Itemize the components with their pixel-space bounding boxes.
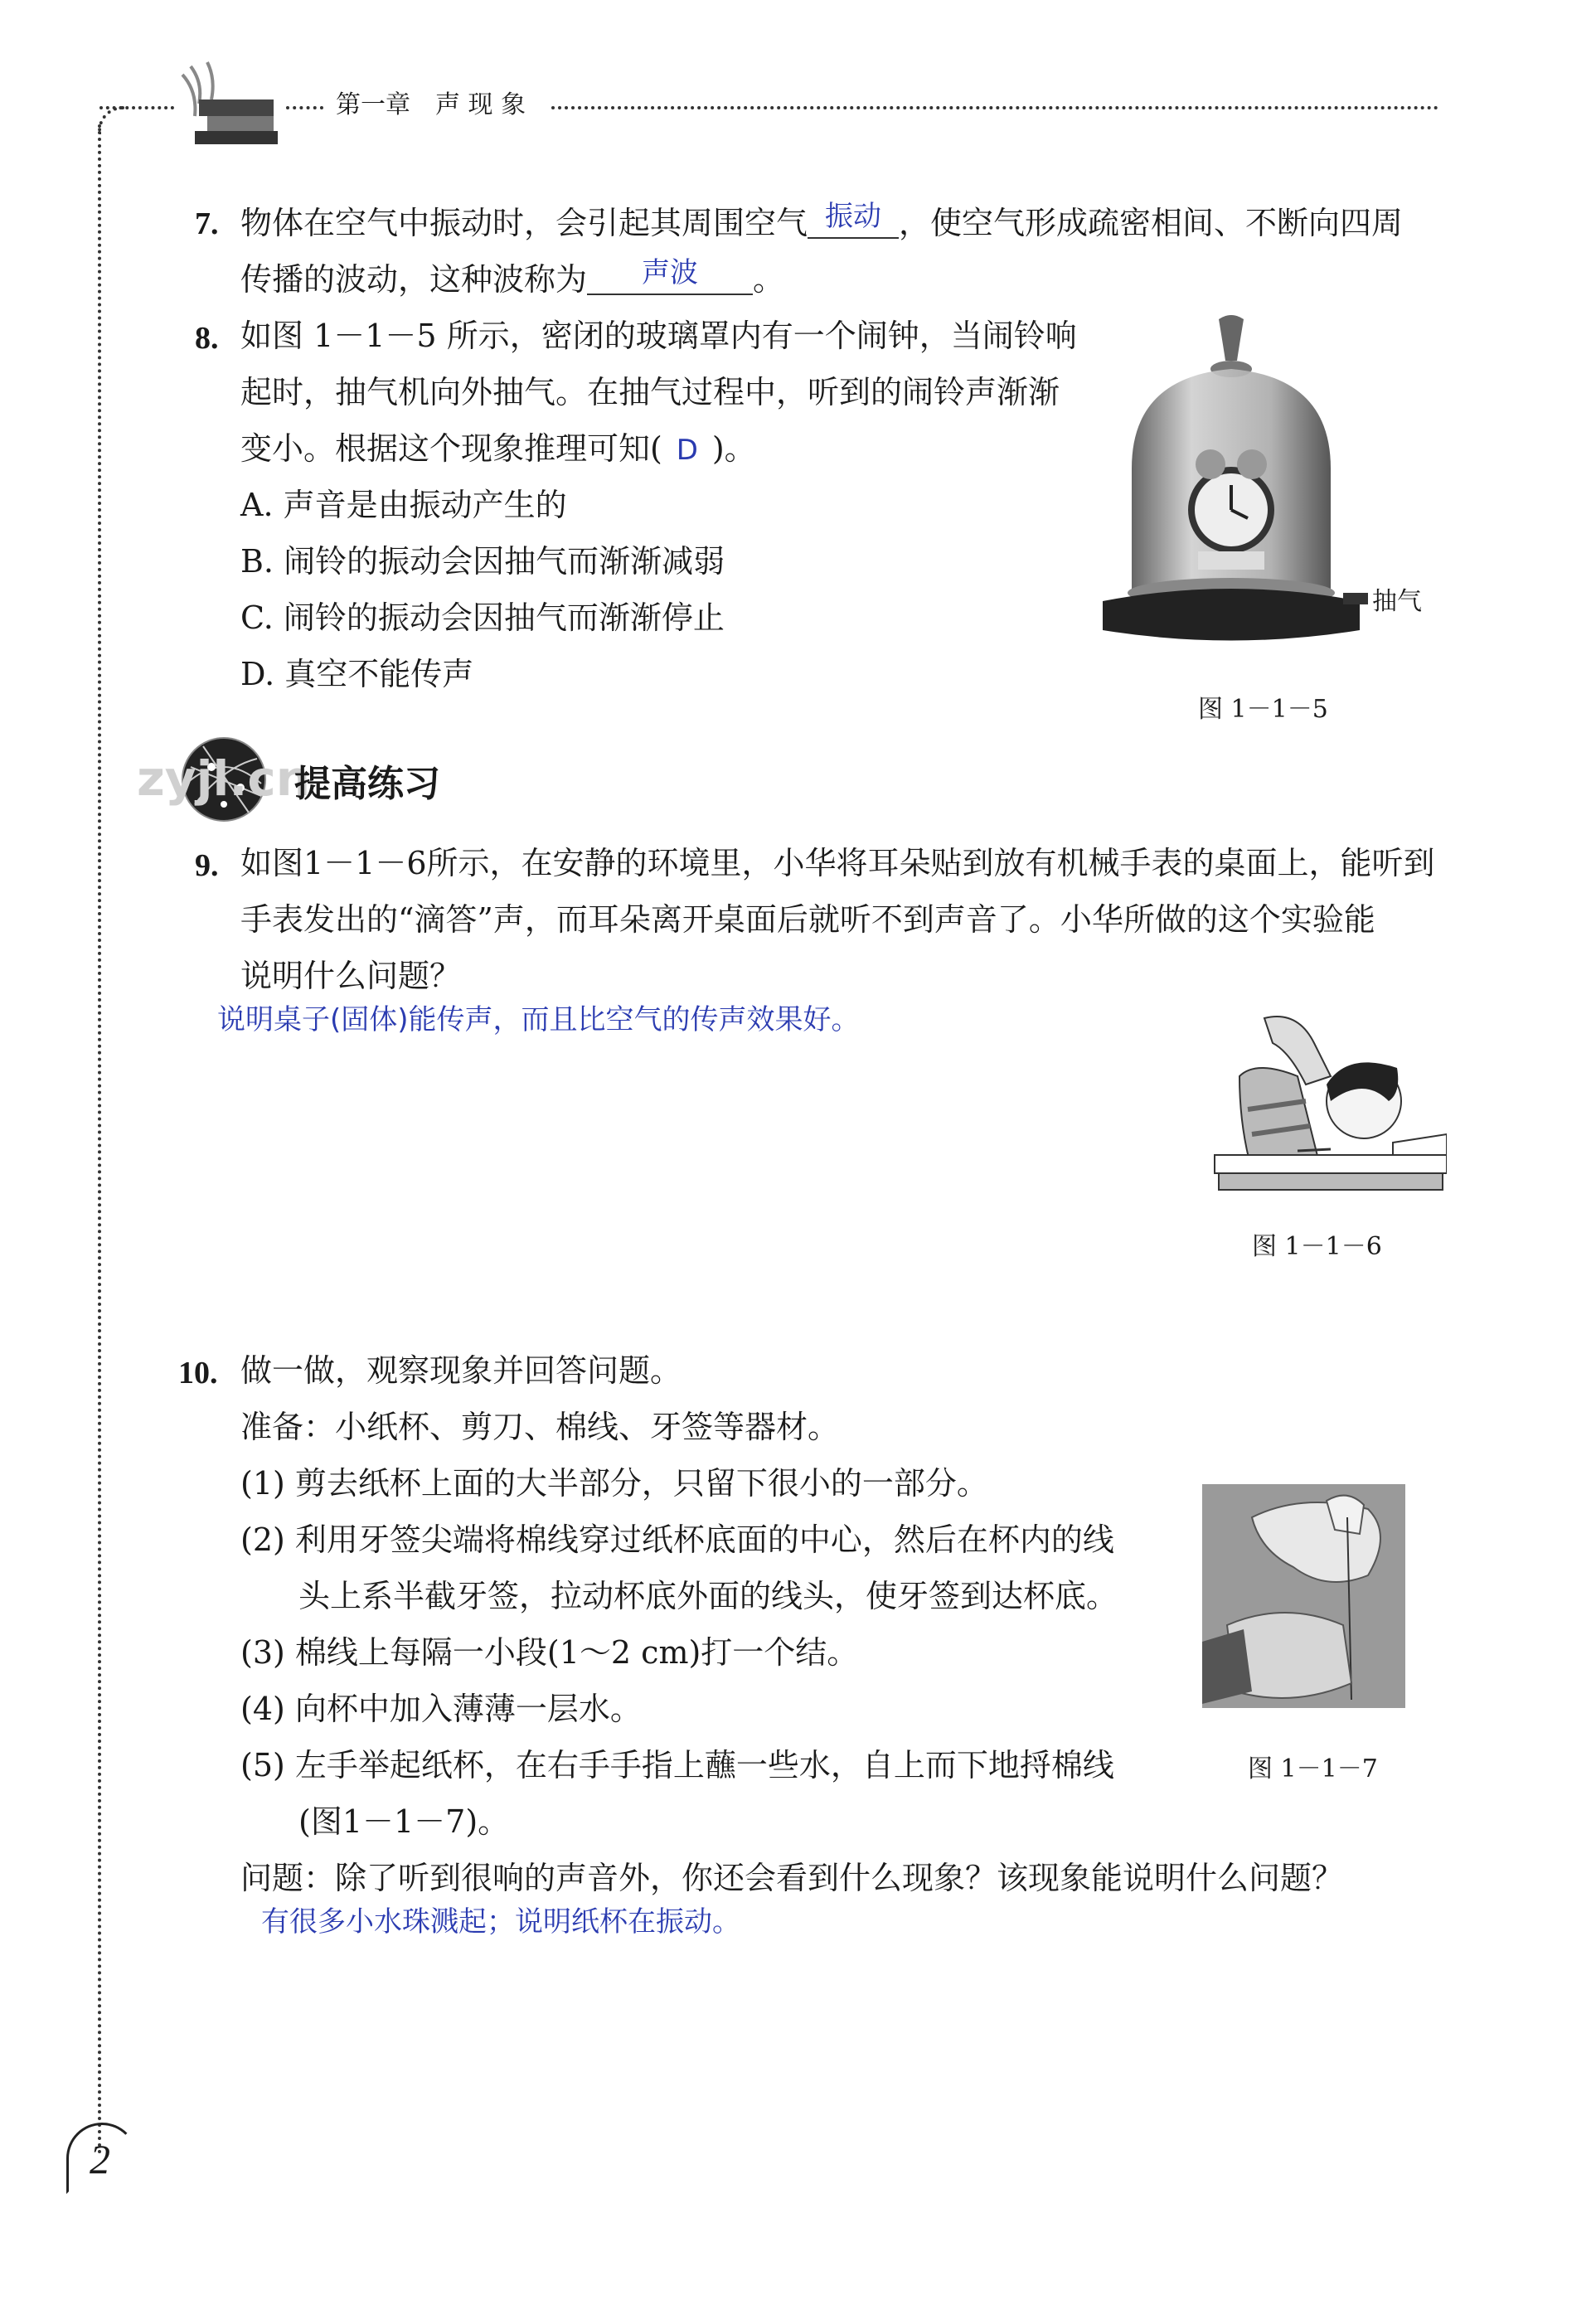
q8-line1: 如图 1－1－5 所示，密闭的玻璃罩内有一个闹钟，当闹铃响 [240, 318, 1077, 354]
q10-question: 问题：除了听到很响的声音外，你还会看到什么现象？该现象能说明什么问题？ [240, 1860, 1344, 1896]
margin-rule [98, 124, 101, 2156]
figure-1-1-7-caption: 图 1－1－7 [1248, 1754, 1378, 1783]
q9-line1: 如图1－1－6所示，在安静的环境里，小华将耳朵贴到放有机械手表的桌面上，能听到 [240, 845, 1435, 881]
q7-blank1: 振动 [808, 206, 899, 239]
q10-step-5-cont: (图1－1－7)。 [298, 1803, 510, 1840]
q8-number: 8. [195, 321, 219, 356]
q10-answer: 有很多小水珠溅起；说明纸杯在振动。 [261, 1905, 740, 1939]
page-number: 2 [90, 2136, 110, 2182]
chapter-title: 第一章 声 现 象 [336, 90, 526, 119]
pump-label: 抽气 [1372, 587, 1422, 616]
q7-line2: 传播的波动，这种波称为 声波 。 [240, 256, 785, 298]
q8-option-a: A. 声音是由振动产生的 [240, 487, 567, 523]
header-rule-short [286, 106, 323, 109]
q8-option-c: C. 闹铃的振动会因抽气而渐渐停止 [240, 599, 725, 636]
q10-prep: 准备：小纸杯、剪刀、棉线、牙签等器材。 [240, 1409, 840, 1445]
q10-step-4: (4) 向杯中加入薄薄一层水。 [240, 1691, 642, 1727]
figure-1-1-5-caption: 图 1－1－5 [1198, 695, 1328, 724]
hands-cup-string-image [1202, 1484, 1405, 1708]
q7-number: 7. [195, 206, 219, 241]
section-title: 提高练习 [294, 763, 440, 805]
q7-blank2: 声波 [587, 262, 753, 295]
q10-step-1: (1) 剪去纸杯上面的大半部分，只留下很小的一部分。 [240, 1465, 988, 1502]
q8-line2: 起时，抽气机向外抽气。在抽气过程中，听到的闹铃声渐渐 [240, 374, 1060, 410]
figure-1-1-6-caption: 图 1－1－6 [1252, 1232, 1382, 1261]
child-ear-on-desk-image [1206, 1010, 1447, 1225]
header-decoration [166, 58, 290, 149]
q8-option-b: B. 闹铃的振动会因抽气而渐渐减弱 [240, 543, 725, 580]
q10-step-3: (3) 棉线上每隔一小段(1～2 cm)打一个结。 [240, 1634, 859, 1671]
q10-step-2: (2) 利用牙签尖端将棉线穿过纸杯底面的中心，然后在杯内的线 [240, 1521, 1114, 1558]
q9-line3: 说明什么问题？ [240, 958, 462, 994]
q8-line3: 变小。根据这个现象推理可知( D )。 [240, 430, 756, 467]
q8-option-d: D. 真空不能传声 [240, 656, 474, 692]
q9-answer: 说明桌子(固体)能传声，而且比空气的传声效果好。 [217, 1003, 860, 1036]
watermark: zyjl.cn [137, 750, 311, 807]
q9-line2: 手表发出的“滴答”声，而耳朵离开桌面后就听不到声音了。小华所做的这个实验能 [240, 901, 1375, 938]
header-rule-right [551, 106, 1438, 109]
margin-corner [98, 106, 126, 134]
ear-on-desk-figure [1206, 1010, 1447, 1225]
q10-step-2-cont: 头上系半截牙签，拉动杯底外面的线头，使牙签到达杯底。 [298, 1578, 1118, 1614]
bell-jar-alarm-clock-image [1094, 311, 1368, 659]
cup-string-figure [1202, 1484, 1405, 1708]
q10-step-5: (5) 左手举起纸杯，在右手手指上蘸一些水，自上而下地捋棉线 [240, 1747, 1114, 1783]
q9-number: 9. [195, 848, 219, 883]
bell-jar-figure [1094, 311, 1368, 659]
q10-intro: 做一做，观察现象并回答问题。 [240, 1352, 682, 1389]
books-icon [166, 58, 290, 149]
q7-line1: 物体在空气中振动时，会引起其周围空气 振动 ，使空气形成疏密相间、不断向四周 [240, 200, 1404, 241]
q10-number: 10. [178, 1356, 218, 1390]
q8-answer: D [676, 434, 698, 467]
